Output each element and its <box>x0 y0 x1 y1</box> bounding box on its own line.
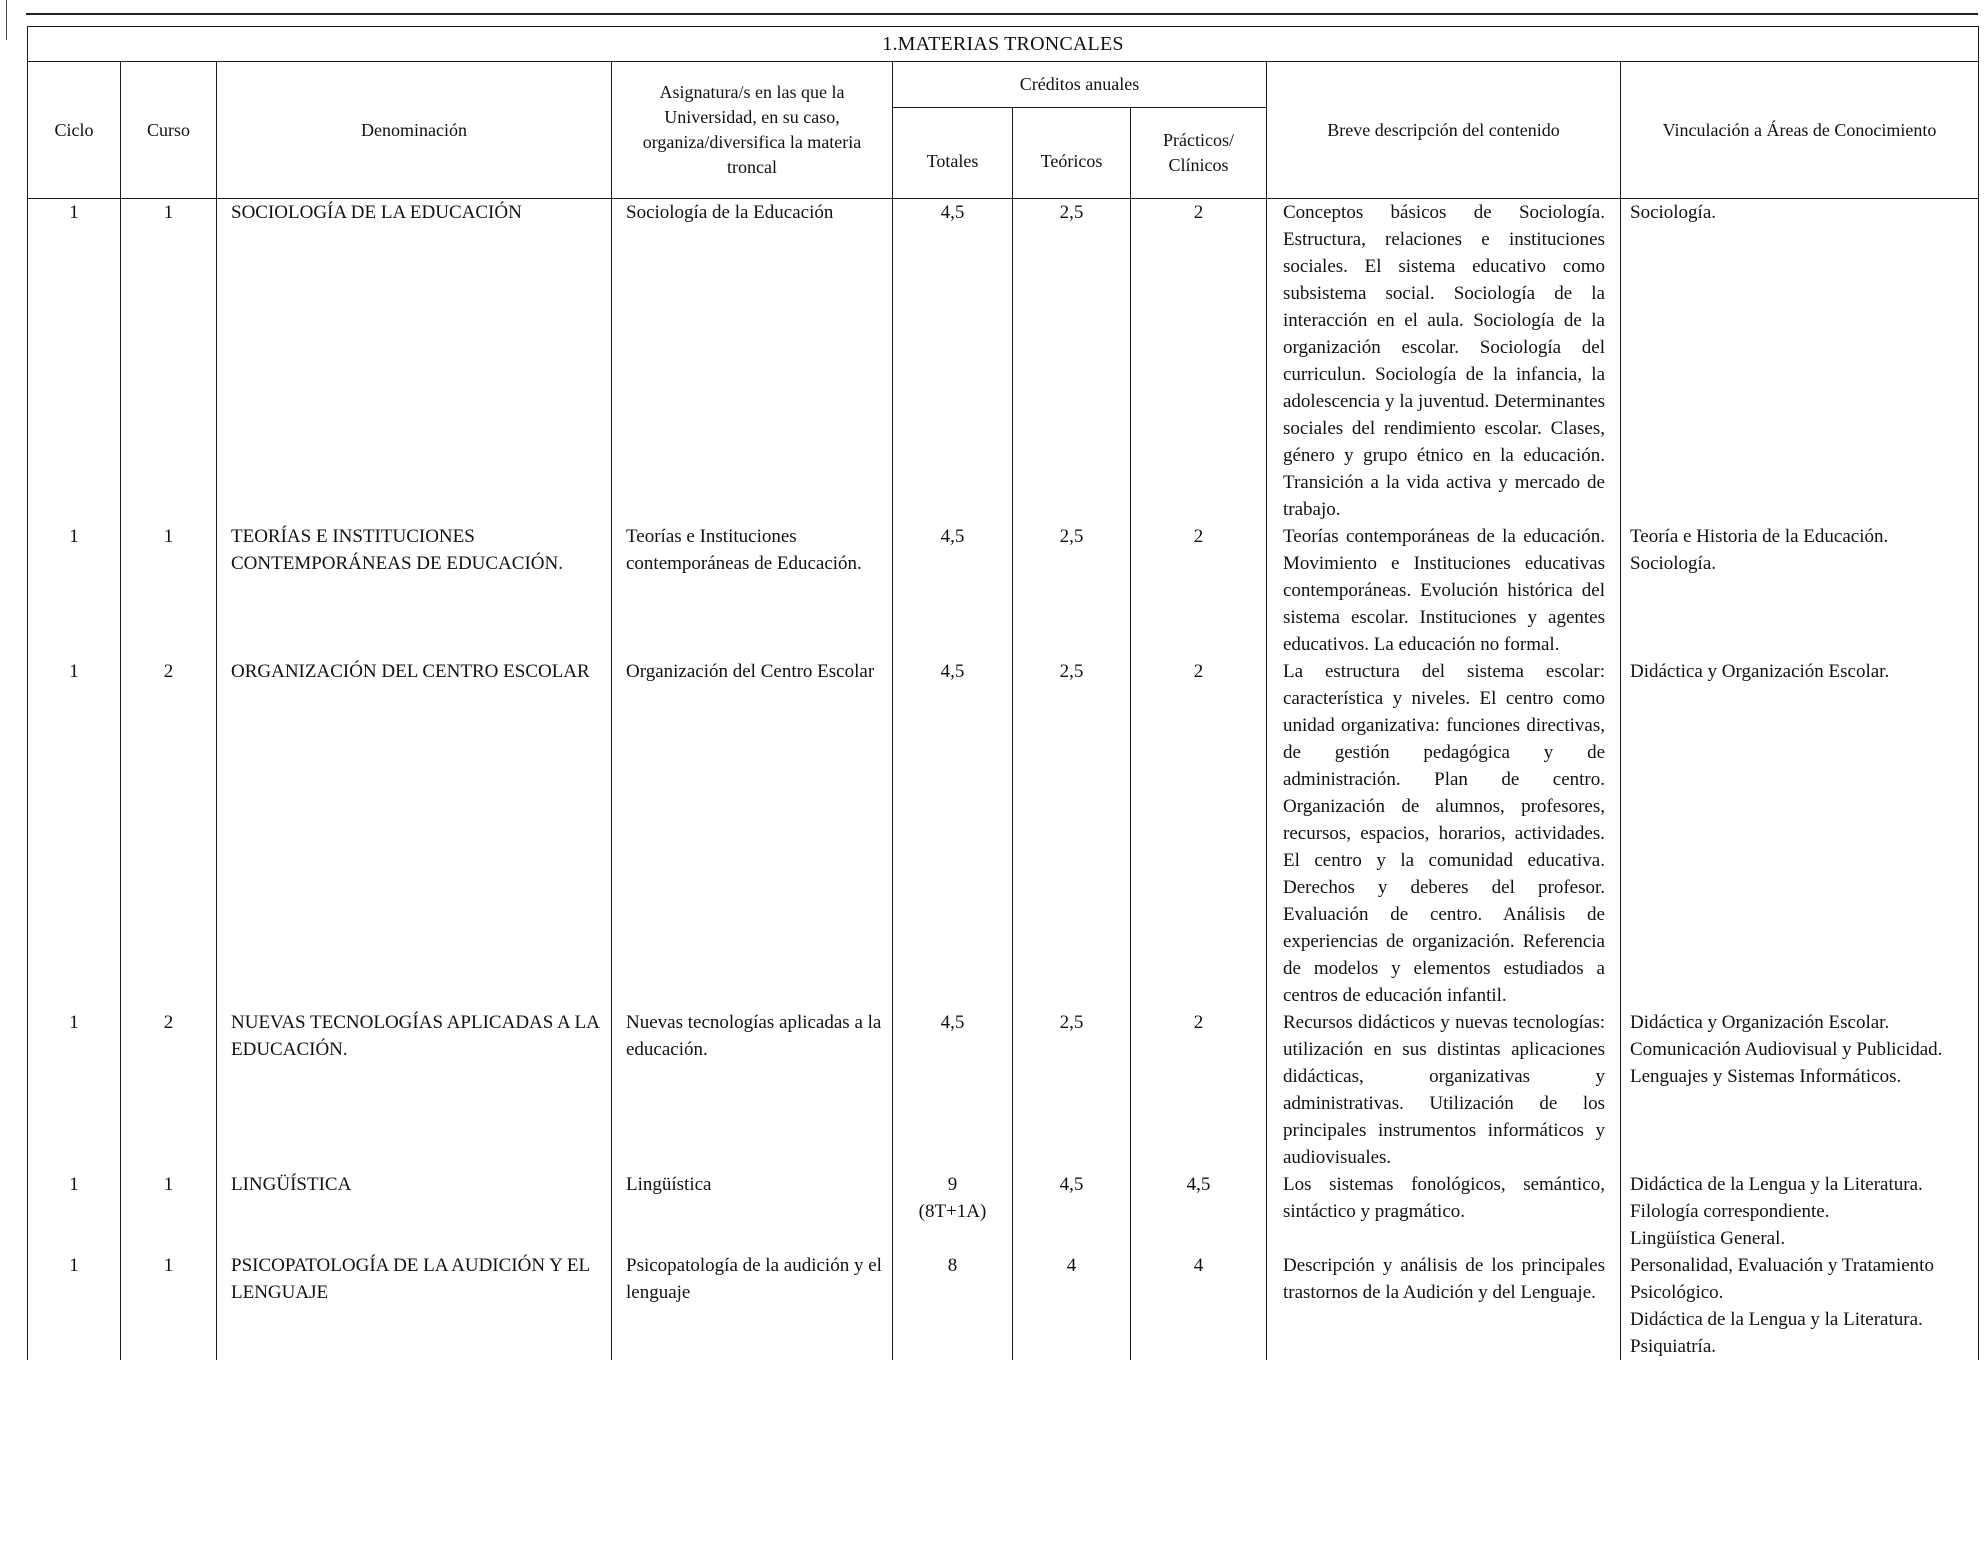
top-rule <box>26 13 1978 15</box>
cell-ciclo: 1 <box>28 1171 121 1252</box>
cell-totales <box>893 1171 1013 1252</box>
area-item: Teoría e Historia de la Educación. <box>1630 526 1889 547</box>
header-creditos-anuales: Créditos anuales <box>893 62 1267 108</box>
cell-totales: 4,5 <box>893 523 1013 658</box>
header-asignatura: Asignatura/s en las que la Universidad, en su caso, organiza/diversifica la materia troncal <box>612 62 893 199</box>
cell-descripcion: Conceptos básicos de Sociología. Estructura, relaciones e instituciones sociales. El sistema educativo como subsistema social. Sociología de la interacción en el aula. Sociología de la organización escolar. Sociología del curriculun. Sociología de la infancia, la adolescencia y la juventud. Determinantes sociales del rendimiento escolar. Clases, género y grupo étnico en la educación. Transición a la vida activa y mercado de trabajo. <box>1267 199 1621 524</box>
cell-totales: 4,5 <box>893 1009 1013 1171</box>
cell-asignatura: Psicopatología de la audición y el lenguaje <box>612 1252 893 1360</box>
totales-value: 9 <box>947 1174 958 1195</box>
table-row <box>28 199 1979 524</box>
header-teoricos: Teóricos <box>1013 108 1131 199</box>
cell-practicos: 2 <box>1131 199 1267 524</box>
cell-areas <box>1621 658 1979 1009</box>
area-item: Sociología. <box>1630 202 1717 223</box>
cell-descripcion: Descripción y análisis de los principales trastornos de la Audición y del Lenguaje. <box>1267 1252 1621 1360</box>
cell-curso: 2 <box>121 1009 217 1171</box>
cell-curso: 1 <box>121 1171 217 1252</box>
cell-totales: 4,5 <box>893 658 1013 1009</box>
cell-descripcion: La estructura del sistema escolar: característica y niveles. El centro como unidad organizativa: funciones directivas, de gestión pedagógica y de administración. Plan de centro. Organización de alumnos, profesores, recursos, espacios, horarios, actividades. El centro y la comunidad educativa. Derechos y deberes del profesor. Evaluación de centro. Análisis de experiencias de organización. Referencia de modelos y elementos estudiados a centros de educación infantil. <box>1267 658 1621 1009</box>
cell-ciclo: 1 <box>28 1009 121 1171</box>
cell-ciclo: 1 <box>28 523 121 658</box>
cell-asignatura: Sociología de la Educación <box>612 199 893 524</box>
table-title: 1.MATERIAS TRONCALES <box>28 27 1979 62</box>
cell-teoricos: 2,5 <box>1013 658 1131 1009</box>
table-row <box>28 1009 1979 1171</box>
area-item: Psiquiatría. <box>1630 1336 1717 1357</box>
cell-curso: 2 <box>121 658 217 1009</box>
cell-teoricos: 4 <box>1013 1252 1131 1360</box>
table-row <box>28 1252 1979 1360</box>
cell-curso: 1 <box>121 523 217 658</box>
cell-practicos: 2 <box>1131 523 1267 658</box>
header-denominacion: Denominación <box>217 62 612 199</box>
area-item: Didáctica de la Lengua y la Literatura. <box>1630 1309 1923 1330</box>
area-item: Sociología. <box>1630 553 1717 574</box>
cell-teoricos: 2,5 <box>1013 523 1131 658</box>
cell-practicos: 2 <box>1131 1009 1267 1171</box>
table-row <box>28 523 1979 658</box>
cell-descripcion: Recursos didácticos y nuevas tecnologías: utilización en sus distintas aplicaciones didácticas, organizativas y administrativas. Utilización de los principales instrumentos informáticos y audiovisuales. <box>1267 1009 1621 1171</box>
cell-teoricos: 2,5 <box>1013 1009 1131 1171</box>
totales-note: (8T+1A) <box>918 1201 987 1222</box>
header-vinculacion: Vinculación a Áreas de Conocimiento <box>1621 62 1979 199</box>
cell-denominacion: PSICOPATOLOGÍA DE LA AUDICIÓN Y EL LENGUAJE <box>217 1252 612 1360</box>
cell-practicos: 4,5 <box>1131 1171 1267 1252</box>
cell-descripcion: Los sistemas fonológicos, semántico, sintáctico y pragmático. <box>1267 1171 1621 1252</box>
header-curso: Curso <box>121 62 217 199</box>
area-item: Comunicación Audiovisual y Publicidad. <box>1630 1039 1943 1060</box>
area-item: Filología correspondiente. <box>1630 1201 1830 1222</box>
cell-practicos: 2 <box>1131 658 1267 1009</box>
cell-curso: 1 <box>121 199 217 524</box>
cell-totales: 4,5 <box>893 199 1013 524</box>
cell-denominacion: NUEVAS TECNOLOGÍAS APLICADAS A LA EDUCACIÓN. <box>217 1009 612 1171</box>
cell-areas <box>1621 1171 1979 1252</box>
header-practicos: Prácticos/ Clínicos <box>1131 108 1267 199</box>
materias-troncales-table <box>27 26 1979 1360</box>
cell-teoricos: 4,5 <box>1013 1171 1131 1252</box>
area-item: Didáctica de la Lengua y la Literatura. <box>1630 1174 1923 1195</box>
cell-asignatura: Teorías e Instituciones contemporáneas de Educación. <box>612 523 893 658</box>
cell-asignatura: Lingüística <box>612 1171 893 1252</box>
cell-curso: 1 <box>121 1252 217 1360</box>
area-item: Lingüística General. <box>1630 1228 1786 1249</box>
cell-areas <box>1621 523 1979 658</box>
scan-edge-mark <box>6 0 7 40</box>
cell-descripcion: Teorías contemporáneas de la educación. Movimiento e Instituciones educativas contemporáneas. Evolución histórica del sistema escolar. Instituciones y agentes educativos. La educación no formal. <box>1267 523 1621 658</box>
cell-totales: 8 <box>893 1252 1013 1360</box>
area-item: Didáctica y Organización Escolar. <box>1630 661 1890 682</box>
header-descripcion: Breve descripción del contenido <box>1267 62 1621 199</box>
table-row <box>28 1171 1979 1252</box>
cell-areas <box>1621 1009 1979 1171</box>
cell-teoricos: 2,5 <box>1013 199 1131 524</box>
area-item: Personalidad, Evaluación y Tratamiento Psicológico. <box>1630 1255 1934 1303</box>
cell-areas <box>1621 199 1979 524</box>
cell-ciclo: 1 <box>28 658 121 1009</box>
table-row <box>28 658 1979 1009</box>
cell-practicos: 4 <box>1131 1252 1267 1360</box>
cell-denominacion: SOCIOLOGÍA DE LA EDUCACIÓN <box>217 199 612 524</box>
cell-asignatura: Organización del Centro Escolar <box>612 658 893 1009</box>
area-item: Lenguajes y Sistemas Informáticos. <box>1630 1066 1902 1087</box>
cell-areas <box>1621 1252 1979 1360</box>
header-totales: Totales <box>893 108 1013 199</box>
area-item: Didáctica y Organización Escolar. <box>1630 1012 1890 1033</box>
cell-ciclo: 1 <box>28 199 121 524</box>
cell-ciclo: 1 <box>28 1252 121 1360</box>
cell-denominacion: LINGÜÍSTICA <box>217 1171 612 1252</box>
cell-asignatura: Nuevas tecnologías aplicadas a la educación. <box>612 1009 893 1171</box>
cell-denominacion: ORGANIZACIÓN DEL CENTRO ESCOLAR <box>217 658 612 1009</box>
cell-denominacion: TEORÍAS E INSTITUCIONES CONTEMPORÁNEAS DE EDUCACIÓN. <box>217 523 612 658</box>
header-ciclo: Ciclo <box>28 62 121 199</box>
